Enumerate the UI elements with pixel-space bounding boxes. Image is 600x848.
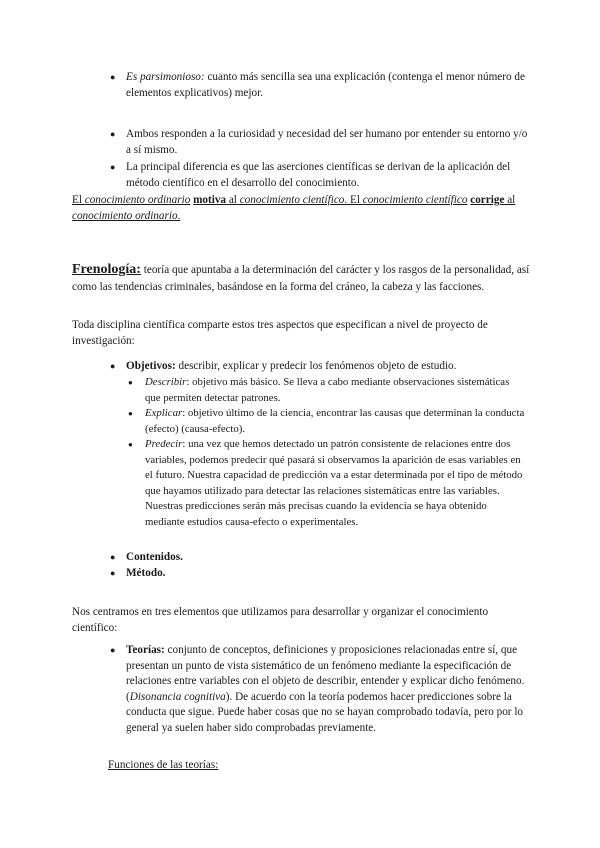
predecir-text: : una vez que hemos detectado un patrón consistente de relaciones entre dos variables, podemos predecir qué pasará si observamos la aparición de esas variables en el futuro. Nuestra capacidad de predicción va a estar determinada por el tipo de método que hayamos utilizado para detectar las relaciones sistemáticas entre las variables. Nuestras predicciones serán más precisas cuando la evidencia se haya obtenido mediante estudios causa-efecto o experimentales.: [145, 438, 523, 528]
predecir-term: Predecir: [145, 438, 183, 450]
describir-text: : objetivo más básico. Se lleva a cabo mediante observaciones sistemáticas que permiten detectar patrones.: [145, 376, 510, 404]
elements-intro: Nos centramos en tres elementos que utilizamos para desarrollar y organizar el conocimiento científico:: [72, 606, 489, 634]
disonancia-term: Disonancia cognitiva: [129, 690, 226, 703]
bullet-icon: ●: [110, 72, 116, 82]
bullet-ambos: Ambos responden a la curiosidad y necesidad del ser humano por entender su entorno y/o a sí mismo.: [126, 128, 528, 156]
explicar-term: Explicar: [145, 407, 183, 419]
bullet-icon: ●: [128, 409, 133, 418]
bullet-objetivos: [126, 359, 532, 375]
bullet-icon: ●: [110, 552, 116, 562]
bullet-contenidos: Contenidos.: [126, 551, 183, 563]
bullet-parsimonioso: [126, 70, 532, 101]
frenologia-paragraph: [72, 262, 532, 295]
bullet-icon: ●: [110, 129, 116, 139]
bullet-icon: ●: [110, 645, 116, 655]
explicar-text: : objetivo último de la ciencia, encontrar las causas que determinan la conducta (efecto) (causa-efecto).: [145, 407, 525, 435]
sub-predecir: [145, 437, 525, 531]
funciones-heading: Funciones de las teorías:: [108, 759, 219, 771]
text-parsimonioso: cuanto más sencilla sea una explicación (contenga el menor número de elementos explicativos) mejor.: [126, 71, 525, 99]
teorias-label: Teorías:: [126, 644, 165, 656]
sub-describir: [145, 375, 525, 406]
bullet-icon: ●: [128, 378, 133, 387]
relation-sentence: El conocimiento ordinario motiva al conocimiento científico. El conocimiento científico corrige al conocimiento ordinario.: [72, 194, 516, 222]
describir-term: Describir: [145, 376, 187, 388]
bullet-teorias: Teorías: conjunto de conceptos, definiciones y proposiciones relacionadas entre sí, que presentan un punto de vista sistemático de un fenómeno mediante la especificación de relaciones entre variables con el objeto de describir, entender y explicar dicho fenómeno. (Disonancia cognitiva). De acuerdo con la teoría podemos hacer predicciones sobre la conducta que sigue. Puede haber cosas que no se hayan comprobado todavía, pero por lo general ya suelen haber sido comprobadas previamente.: [126, 644, 525, 734]
bullet-icon: ●: [110, 361, 116, 371]
bullet-metodo: Método.: [126, 567, 166, 579]
frenologia-title: Frenología:: [72, 262, 141, 277]
bullet-diferencia: La principal diferencia es que las aserciones científicas se derivan de la aplicación del método científico en el desarrollo del conocimiento.: [126, 161, 511, 189]
bullet-icon: ●: [128, 440, 133, 449]
objetivos-text: describir, explicar y predecir los fenómenos objeto de estudio.: [175, 360, 457, 372]
bullet-icon: ●: [110, 162, 116, 172]
sub-explicar: [145, 406, 525, 437]
bullet-icon: ●: [110, 568, 116, 578]
frenologia-text: teoría que apuntaba a la determinación del carácter y los rasgos de la personalidad, así como las tendencias criminales, basándose en la forma del cráneo, la cabeza y las facciones.: [72, 264, 530, 293]
objetivos-label: Objetivos:: [126, 360, 176, 372]
intro-paragraph: Toda disciplina científica comparte estos tres aspectos que especifican a nivel de proyecto de investigación:: [72, 319, 488, 347]
term-parsimonioso: Es parsimonioso:: [126, 71, 205, 83]
